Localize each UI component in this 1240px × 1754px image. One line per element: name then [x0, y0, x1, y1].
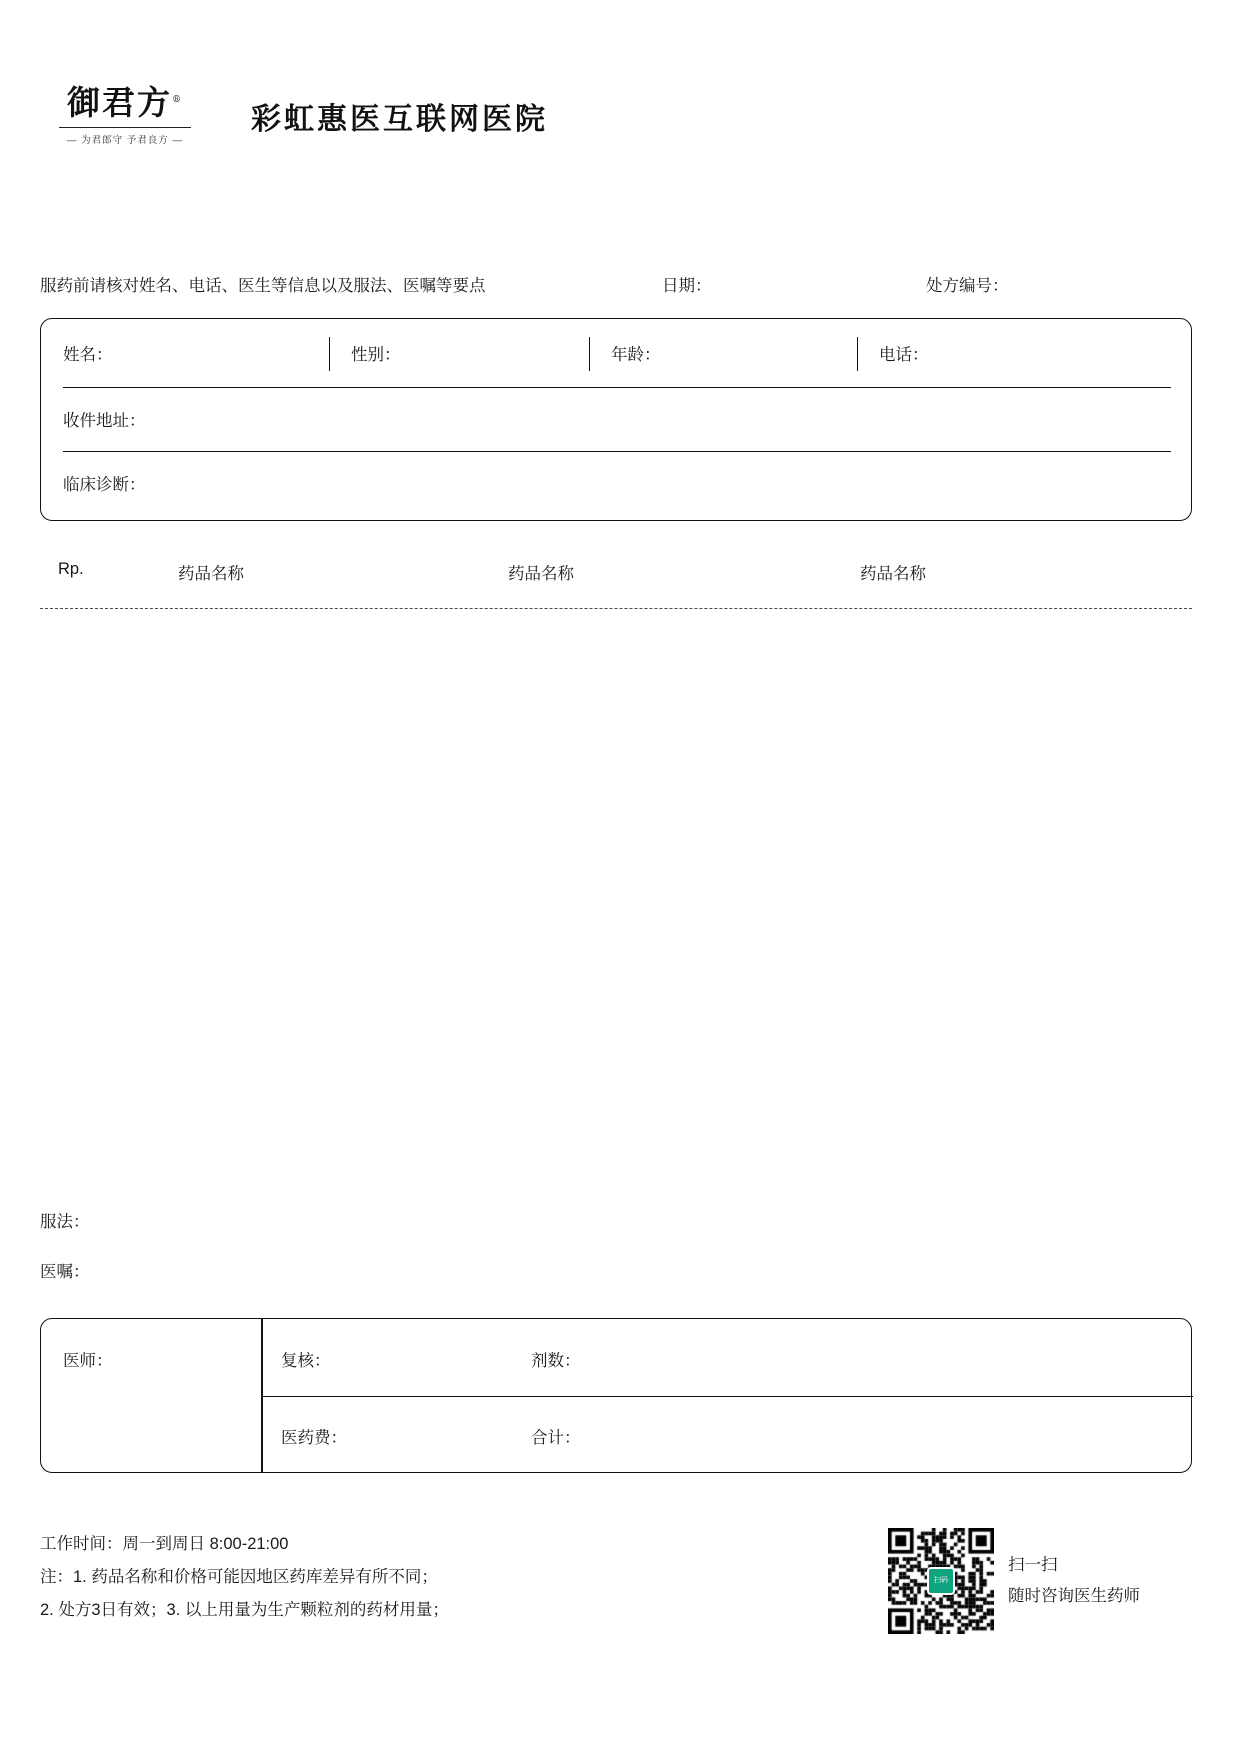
patient-info-box — [40, 318, 1192, 521]
note-line-1: 注：1. 药品名称和价格可能因地区药库差异有所不同； — [40, 1568, 438, 1586]
document-header — [55, 85, 548, 146]
rx-dashed-divider — [40, 608, 1192, 609]
patient-age-label: 年龄： — [611, 346, 661, 364]
qr-consult-label: 随时咨询医生药师 — [1008, 1587, 1140, 1605]
logo-divider — [59, 127, 191, 128]
cell-divider-1 — [329, 337, 330, 371]
date-label: 日期： — [662, 277, 712, 295]
doctor-label: 医师： — [63, 1352, 113, 1370]
patient-row-basic — [41, 319, 1191, 387]
signature-box-divider-horizontal — [261, 1396, 1193, 1397]
dose-count-label: 剂数： — [531, 1352, 581, 1370]
medical-advice-label: 医嘱： — [40, 1263, 90, 1281]
qr-center-logo: 扫码 — [927, 1567, 955, 1595]
patient-gender-cell — [329, 319, 589, 387]
verification-notice: 服药前请核对姓名、电话、医生等信息以及服法、医嘱等要点 — [40, 277, 486, 295]
logo-main-text — [55, 85, 195, 121]
footer-notes — [40, 1528, 449, 1627]
qr-caption — [1008, 1550, 1140, 1612]
drug-name-column-1: 药品名称 — [178, 565, 244, 583]
qr-scan-label: 扫一扫 — [1008, 1556, 1058, 1574]
drug-name-column-2: 药品名称 — [508, 565, 574, 583]
rp-label: Rp. — [58, 560, 84, 578]
note-line-2: 2. 处方3日有效；3. 以上用量为生产颗粒剂的药材用量； — [40, 1601, 449, 1619]
patient-row-diagnosis — [41, 451, 1191, 515]
patient-row-address — [41, 387, 1191, 451]
brand-logo — [55, 85, 195, 146]
logo-tagline: — 为君郎守 予君良方 — — [67, 135, 183, 147]
cell-divider-3 — [857, 337, 858, 371]
prescription-number-label: 处方编号： — [926, 277, 1009, 295]
signature-box — [40, 1318, 1192, 1473]
recipient-address-label: 收件地址： — [63, 412, 146, 430]
qr-code-icon[interactable] — [888, 1528, 994, 1634]
drug-name-column-3: 药品名称 — [860, 565, 926, 583]
patient-age-cell — [589, 319, 857, 387]
cell-divider-2 — [589, 337, 590, 371]
patient-phone-label: 电话： — [879, 346, 929, 364]
registered-trademark-icon: ® — [172, 95, 183, 105]
total-label: 合计： — [531, 1429, 581, 1447]
usage-label: 服法： — [40, 1213, 90, 1231]
rx-header-row — [40, 560, 1200, 582]
logo-wordmark: 御君方 — [67, 83, 172, 122]
patient-name-label: 姓名： — [63, 346, 113, 364]
clinical-diagnosis-label: 临床诊断： — [63, 476, 146, 494]
medicine-fee-label: 医药费： — [281, 1429, 347, 1447]
patient-name-cell — [41, 319, 329, 387]
review-label: 复核： — [281, 1352, 331, 1370]
work-hours-text: 工作时间：周一到周日 8:00-21:00 — [40, 1535, 289, 1553]
patient-gender-label: 性别： — [351, 346, 401, 364]
hospital-name: 彩虹惠医互联网医院 — [251, 101, 548, 137]
patient-phone-cell — [857, 319, 1189, 387]
qr-section — [888, 1528, 1140, 1634]
